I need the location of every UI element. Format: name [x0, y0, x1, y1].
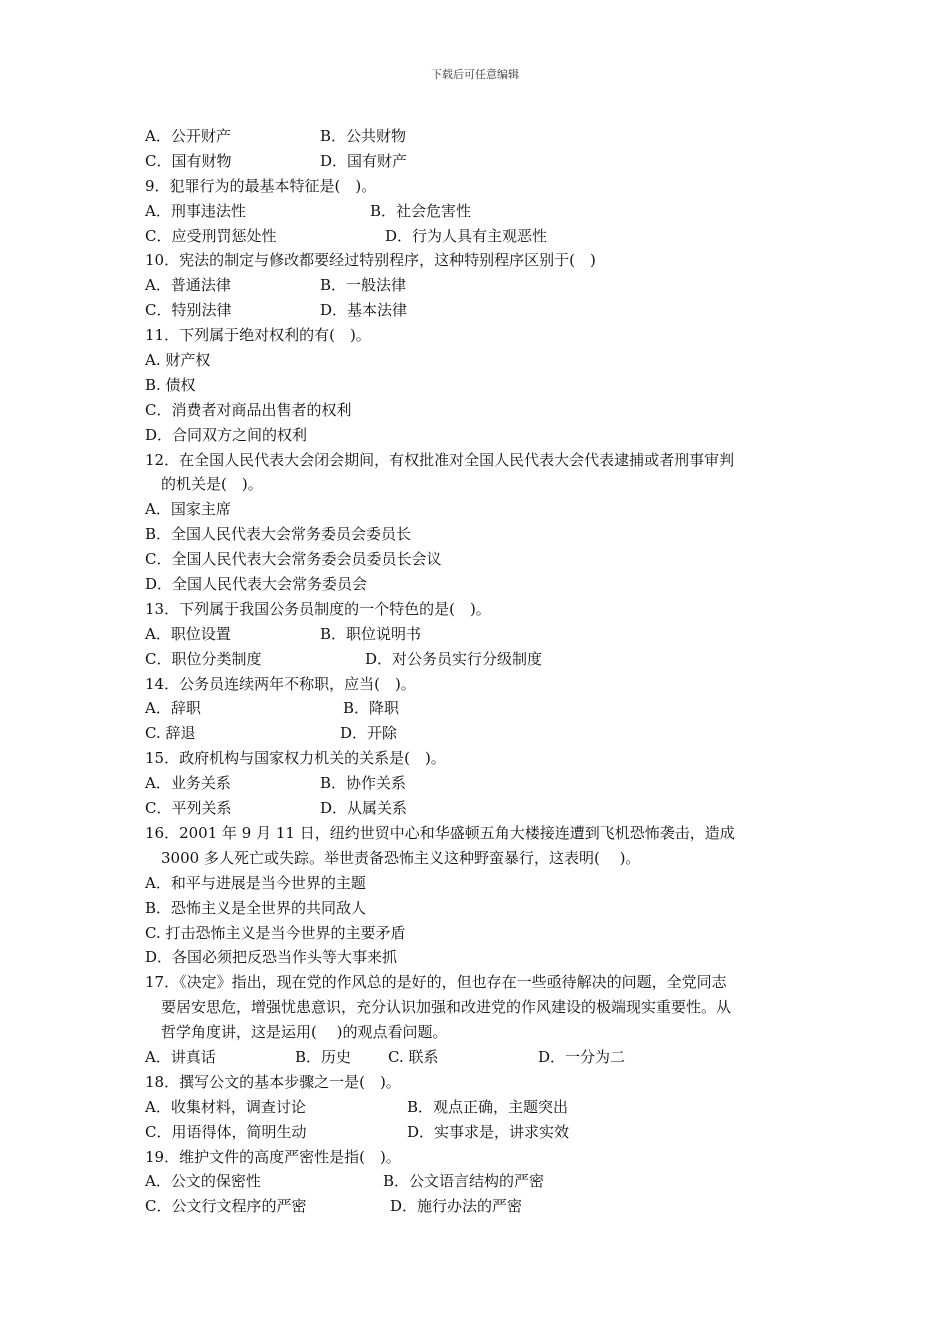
text-line: 12．在全国人民代表大会闭会期间，有权批准对全国人民代表大会代表逮捕或者刑事审判 [145, 450, 735, 469]
option-row [145, 1194, 815, 1219]
option-row [145, 199, 815, 224]
option-row [145, 224, 815, 249]
option-right: B．社会危害性 [370, 201, 472, 220]
text-line: D．全国人民代表大会常务委员会 [145, 575, 368, 594]
option-left: C．公文行文程序的严密 [145, 1197, 307, 1216]
text-line: B．全国人民代表大会常务委员会委员长 [145, 525, 412, 544]
option-left: C. 辞退 [145, 724, 196, 743]
option-right: B．观点正确，主题突出 [407, 1097, 569, 1116]
text-line: C. 打击恐怖主义是当今世界的主要矛盾 [145, 923, 406, 942]
option-right: B．公共财物 [320, 127, 407, 145]
option-row [145, 124, 815, 149]
text-line: A．国家主席 [145, 500, 231, 519]
option-left: C．用语得体，简明生动 [145, 1122, 307, 1141]
text-line: 11．下列属于绝对权利的有( )。 [145, 326, 371, 345]
option-row [145, 696, 815, 721]
option-row [145, 298, 815, 323]
option: A．讲真话 [145, 1047, 216, 1066]
option-right: B．降职 [343, 699, 400, 718]
option-left: A．辞职 [145, 699, 201, 718]
text-line: A．和平与进展是当今世界的主题 [145, 873, 366, 892]
option-left: C．应受刑罚惩处性 [145, 226, 277, 245]
option-left: C．国有财物 [145, 151, 232, 170]
text-line: 13．下列属于我国公务员制度的一个特色的是( )。 [145, 599, 491, 618]
option-right: D．开除 [340, 724, 398, 743]
option-left: A．职位设置 [145, 624, 231, 643]
option-row [145, 149, 815, 174]
text-line: C．消费者对商品出售者的权利 [145, 400, 352, 419]
question-continuation: 要居安思危，增强忧患意识，充分认识加强和改进党的作风建设的极端现实重要性。从 [161, 998, 732, 1017]
option-left: A．刑事违法性 [145, 201, 246, 220]
option-row [145, 1095, 815, 1120]
option-left: C．特别法律 [145, 301, 232, 320]
question-continuation: 哲学角度讲，这是运用( )的观点看问题。 [161, 1023, 448, 1042]
text-line: 14．公务员连续两年不称职，应当( )。 [145, 674, 416, 693]
text-line: C．全国人民代表大会常务委会员委员长会议 [145, 550, 442, 569]
option-right: B．一般法律 [320, 276, 407, 295]
option-row [145, 273, 815, 298]
page-header: 下载后可任意编辑 [431, 68, 519, 81]
option-left: C．职位分类制度 [145, 649, 262, 668]
question-continuation: 3000 多人死亡或失踪。举世责备恐怖主义这种野蛮暴行，这表明( )。 [161, 848, 641, 867]
option-right: B．职位说明书 [320, 624, 422, 643]
option-right: D．基本法律 [320, 301, 408, 320]
option-row [145, 796, 815, 821]
option: B．历史 [295, 1047, 352, 1066]
option-left: A．业务关系 [145, 774, 231, 793]
option-left: C．平列关系 [145, 799, 232, 818]
option: D．一分为二 [538, 1047, 626, 1066]
text-line: D．各国必须把反恐当作头等大事来抓 [145, 948, 398, 967]
text-line: 16．2001 年 9 月 11 日，纽约世贸中心和华盛顿五角大楼接连遭到飞机恐怖袭击，造成 [145, 823, 735, 842]
option-right: D．国有财产 [320, 151, 408, 170]
text-line: A. 财产权 [145, 351, 211, 370]
document-body [145, 124, 815, 1219]
option-right: D．从属关系 [320, 799, 408, 818]
option-right: B．公文语言结构的严密 [383, 1172, 545, 1191]
option-right: D．对公务员实行分级制度 [365, 649, 543, 668]
option-right: D．实事求是，讲求实效 [407, 1122, 570, 1141]
text-line: B. 债权 [145, 375, 196, 394]
option-row [145, 622, 815, 647]
option-row [145, 721, 815, 746]
text-line: D．合同双方之间的权利 [145, 425, 308, 444]
option-left: A．公开财产 [145, 127, 231, 145]
option-right: B．协作关系 [320, 774, 407, 793]
option-row [145, 771, 815, 796]
question-continuation: 的机关是( )。 [161, 475, 263, 494]
text-line: B．恐怖主义是全世界的共同敌人 [145, 898, 367, 917]
text-line: 19．维护文件的高度严密性是指( )。 [145, 1147, 401, 1166]
option-row [145, 647, 815, 672]
option-left: A．收集材料，调查讨论 [145, 1097, 306, 1116]
option-row [145, 1120, 815, 1145]
text-line: 10．宪法的制定与修改都要经过特别程序，这种特别程序区别于( ) [145, 251, 596, 270]
option-row [145, 1045, 815, 1070]
option-right: D．施行办法的严密 [390, 1197, 523, 1216]
text-line: 9．犯罪行为的最基本特征是( )。 [145, 176, 377, 195]
text-line: 18．撰写公文的基本步骤之一是( )。 [145, 1072, 401, 1091]
option-left: A．公文的保密性 [145, 1172, 261, 1191]
option-right: D．行为人具有主观恶性 [385, 226, 548, 245]
option-row [145, 1169, 815, 1194]
text-line: 17．《决定》指出，现在党的作风总的是好的，但也存在一些亟待解决的问题，全党同志 [145, 973, 727, 992]
text-line: 15．政府机构与国家权力机关的关系是( )。 [145, 749, 446, 768]
option: C. 联系 [388, 1047, 439, 1066]
option-left: A．普通法律 [145, 276, 231, 295]
